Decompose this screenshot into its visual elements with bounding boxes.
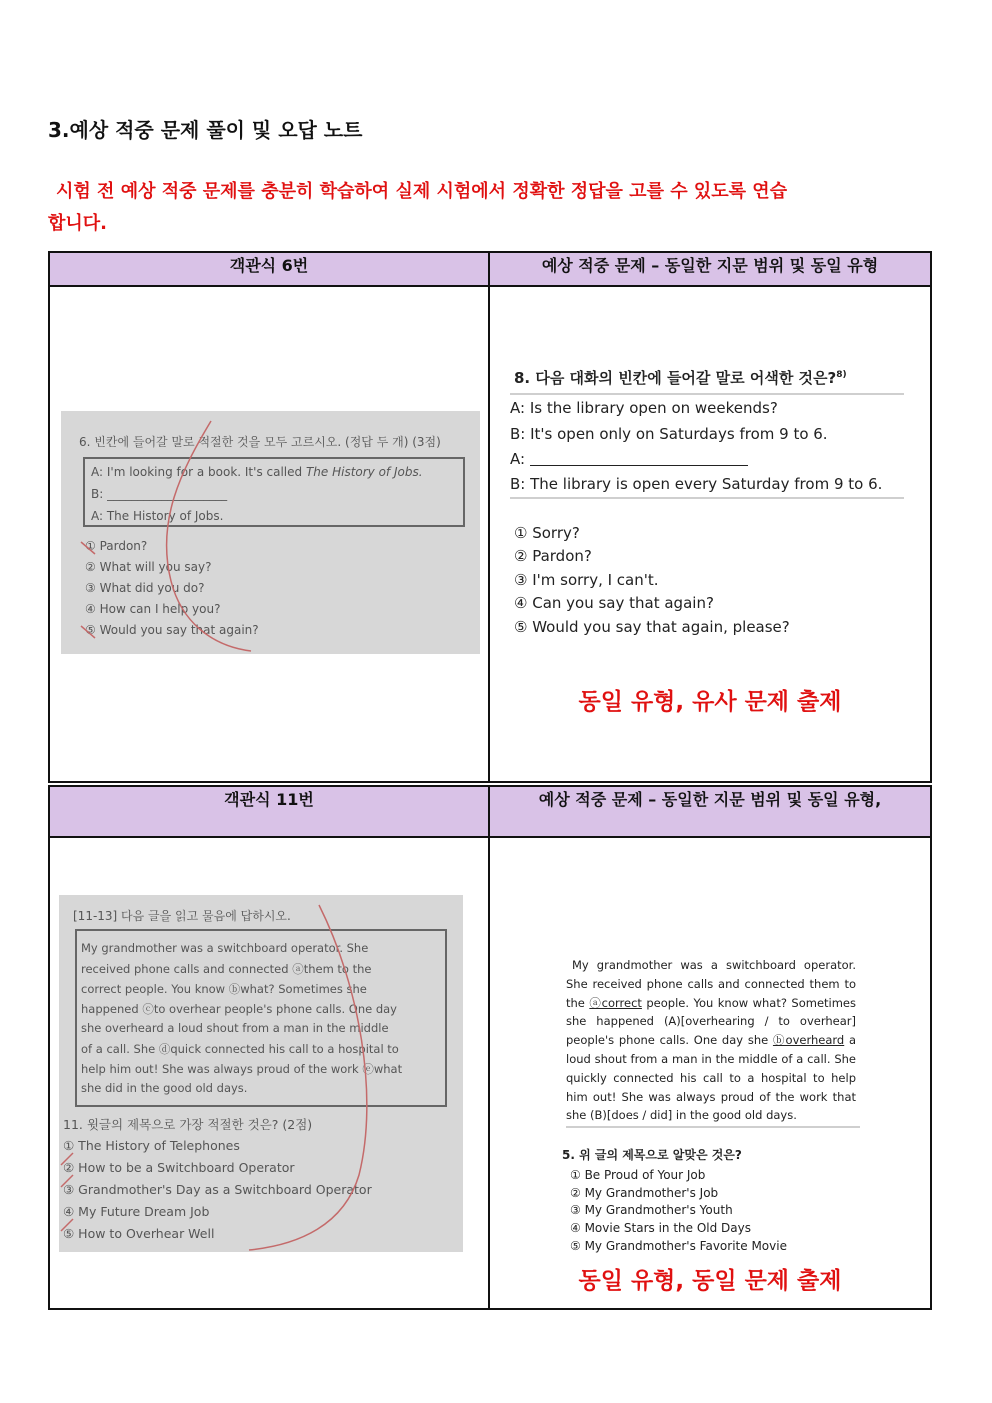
option-1: ① Be Proud of Your Job bbox=[570, 1168, 706, 1182]
answer-blank bbox=[530, 465, 748, 466]
scan-option: ① The History of Telephones bbox=[63, 1138, 240, 1153]
scan-passage-line: she did in the good old days. bbox=[81, 1081, 248, 1095]
option-3: ③ I'm sorry, I can't. bbox=[514, 571, 659, 589]
scan-passage-line: My grandmother was a switchboard operator. She bbox=[81, 941, 369, 955]
original-question-cell bbox=[49, 837, 489, 1309]
question-title: 5. 위 글의 제목으로 알맞은 것은? bbox=[562, 1148, 742, 1162]
section-title: 3.예상 적중 문제 풀이 및 오답 노트 bbox=[48, 118, 363, 142]
predicted-question-cell bbox=[489, 286, 931, 782]
option-3: ③ My Grandmother's Youth bbox=[570, 1203, 733, 1217]
scan-passage-line: she overheard a loud shout from a man in the middle bbox=[81, 1021, 389, 1035]
note-same-question: 동일 유형, 동일 문제 출제 bbox=[578, 1268, 842, 1294]
red-pen-marks bbox=[59, 895, 463, 1252]
question-title: 8. 다음 대화의 빈칸에 들어갈 말로 어색한 것은?$^{8)}$ bbox=[514, 369, 847, 387]
scan-option: ⑤ Would you say that again? bbox=[85, 623, 259, 637]
dialog-line-3: A: bbox=[510, 450, 748, 468]
divider bbox=[566, 1126, 860, 1128]
option-2: ② Pardon? bbox=[514, 547, 592, 565]
scan-passage-line: correct people. You know ⓑwhat? Sometimes she bbox=[81, 982, 367, 996]
scan-option: ④ My Future Dream Job bbox=[63, 1204, 210, 1219]
scan-passage-line: received phone calls and connected ⓐthem to the bbox=[81, 962, 372, 976]
intro-line-2: 합니다. bbox=[48, 213, 108, 234]
scan-dialog-line: A: I'm looking for a book. It's called The History of Jobs. bbox=[91, 465, 423, 479]
predicted-question-cell bbox=[489, 837, 931, 1309]
original-question-cell bbox=[49, 286, 489, 782]
option-5: ⑤ My Grandmother's Favorite Movie bbox=[570, 1239, 787, 1253]
scan-dialog-line: B: ____________________ bbox=[91, 487, 228, 501]
scan-question: 6. 빈칸에 들어갈 말로 적절한 것을 모두 고르시오. (정답 두 개) (3점) bbox=[79, 435, 441, 449]
divider bbox=[510, 497, 904, 499]
left-header: 객관식 11번 bbox=[49, 786, 489, 837]
comparison-table-2 bbox=[48, 785, 932, 1310]
left-header: 객관식 6번 bbox=[49, 252, 489, 286]
scan-question: 11. 윗글의 제목으로 가장 적절한 것은? (2점) bbox=[63, 1117, 313, 1132]
scan-option: ① Pardon? bbox=[85, 539, 148, 553]
comparison-table-1 bbox=[48, 251, 932, 783]
option-5: ⑤ Would you say that again, please? bbox=[514, 618, 790, 636]
scanned-exam-photo bbox=[59, 895, 463, 1252]
intro-line-1: 시험 전 예상 적중 문제를 충분히 학습하여 실제 시험에서 정확한 정답을 고를 수 있도록 연습 bbox=[56, 181, 788, 202]
dialog-line-4: B: The library is open every Saturday from 9 to 6. bbox=[510, 475, 883, 493]
scan-option: ③ What did you do? bbox=[85, 581, 205, 595]
divider bbox=[510, 393, 904, 395]
option-4: ④ Movie Stars in the Old Days bbox=[570, 1221, 751, 1235]
scan-option: ③ Grandmother's Day as a Switchboard Operator bbox=[63, 1182, 372, 1197]
scan-option: ② How to be a Switchboard Operator bbox=[63, 1160, 295, 1175]
option-1: ① Sorry? bbox=[514, 524, 580, 542]
scan-passage-line: help him out! She was always proud of the work ⓔwhat bbox=[81, 1062, 403, 1076]
right-header: 예상 적중 문제 – 동일한 지문 범위 및 동일 유형, bbox=[489, 786, 931, 837]
reading-passage: My grandmother was a switchboard operator. She received phone calls and connected them to the ⓐcorrect people. You know what? Sometimes she happened (A)[overhearing / to overhear] people's phone calls. One day she ⓑoverheard a loud shout from a man in the middle of a call. She quickly connected his call to a hospital to help him out! She was always proud of the work that she (B)[does / did] in the good old days. bbox=[566, 958, 857, 1123]
scan-option: ⑤ How to Overhear Well bbox=[63, 1226, 215, 1241]
option-2: ② My Grandmother's Job bbox=[570, 1186, 719, 1200]
scan-passage-line: of a call. She ⓓquick connected his call to a hospital to bbox=[81, 1042, 399, 1056]
right-header: 예상 적중 문제 – 동일한 지문 범위 및 동일 유형 bbox=[489, 252, 931, 286]
note-same-type: 동일 유형, 유사 문제 출제 bbox=[578, 689, 842, 715]
scan-option: ② What will you say? bbox=[85, 560, 212, 574]
dialog-line-2: B: It's open only on Saturdays from 9 to 6. bbox=[510, 425, 828, 443]
scanned-exam-photo bbox=[61, 411, 480, 654]
dialog-line-1: A: Is the library open on weekends? bbox=[510, 399, 778, 417]
scan-option: ④ How can I help you? bbox=[85, 602, 221, 616]
red-pen-marks bbox=[61, 411, 480, 654]
intro-text bbox=[48, 176, 946, 240]
option-4: ④ Can you say that again? bbox=[514, 594, 714, 612]
scan-passage-line: happened ⓒto overhear people's phone calls. One day bbox=[81, 1002, 397, 1016]
scan-dialog-line: A: The History of Jobs. bbox=[91, 509, 224, 523]
scan-instruction: [11-13] 다음 글을 읽고 물음에 답하시오. bbox=[73, 909, 291, 923]
